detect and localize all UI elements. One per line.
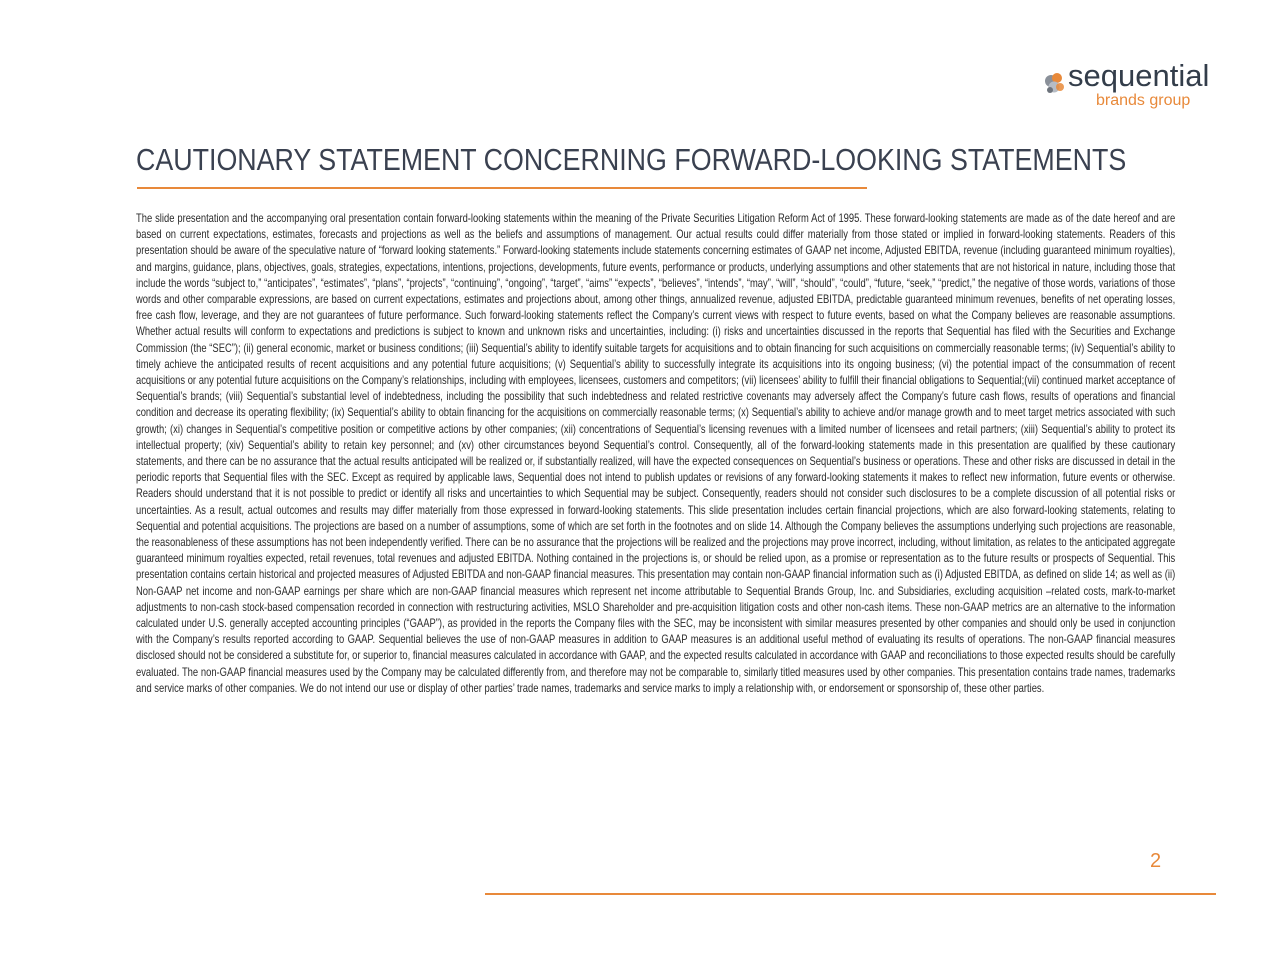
- logo-tagline: brands group: [1096, 92, 1191, 109]
- disclaimer-text: The slide presentation and the accompanying oral presentation contain forward-looking statements within the meaning of the Private Securities Litigation Reform Act of 1995. These forward-looking statements are made as of the date hereof and are based on current expectations, estimates, forecasts and projections as well as the beliefs and assumptions of management. Our actual results could differ materially from those stated or implied in forward-looking statements. Readers of this presentation should be aware of the speculative nature of “forward looking statements.” Forward-looking statements include statements concerning estimates of GAAP net income, Adjusted EBITDA, revenue (including guaranteed minimum royalties), and margins, guidance, plans, objectives, goals, strategies, expectations, intentions, projections, developments, future events, performance or products, underlying assumptions and other statements that are not historical in nature, including those that include the words “subject to,” “anticipates”, “estimates”, “plans”, “projects”, “continuing”, “ongoing”, “target”, “aims” “expects”, “believes”, “intends”, “may”, “will”, “should”, “could”, “future, “seek,” “predict,” the negative of those words, variations of those words and other comparable expressions, are based on current expectations, estimates and projections about, among other things, annualized revenue, adjusted EBITDA, predictable guaranteed minimum revenues, benefits of net operating losses, free cash flow, leverage, and they are not guarantees of future performance. Such forward-looking statements reflect the Company’s current views with respect to future events, based on what the Company believes are reasonable assumptions. Whether actual results will conform to expectations and predictions is subject to known and unknown risks and uncertainties, including: (i) risks and uncertainties discussed in the reports that Sequential has filed with the Securities and Exchange Commission (the “SEC”); (ii) general economic, market or business conditions; (iii) Sequential’s ability to identify suitable targets for acquisitions and to obtain financing for such acquisitions on commercially reasonable terms; (iv) Sequential’s ability to timely achieve the anticipated results of recent acquisitions and any potential future acquisitions; (v) Sequential’s ability to successfully integrate its acquisitions into its ongoing business; (vi) the potential impact of the consummation of recent acquisitions or any potential future acquisitions on the Company’s relationships, including with employees, licensees, customers and competitors; (vii) licensees’ ability to fulfill their financial obligations to Sequential;(vii) continued market acceptance of Sequential’s brands; (viii) Sequential’s substantial level of indebtedness, including the possibility that such indebtedness and related restrictive covenants may adversely affect the Company’s future cash flows, results of operations and financial condition and decrease its operating flexibility; (ix) Sequential’s ability to obtain financing for the acquisitions on commercially reasonable terms; (x) Sequential’s ability to achieve and/or manage growth and to meet target metrics associated with such growth; (xi) changes in Sequential’s competitive position or competitive actions by other companies; (xii) concentrations of Sequential’s licensing revenues with a limited number of licensees and retail partners; (xiii) Sequential’s ability to protect its intellectual property; (xiv) Sequential’s ability to retain key personnel; and (xv) other circumstances beyond Sequential’s control. Consequently, all of the forward-looking statements made in this presentation are qualified by these cautionary statements, and there can be no assurance that the actual results anticipated will be realized or, if substantially realized, will have the expected consequences on Sequential’s business or operations. These and other risks are discussed in detail in the periodic reports that Sequential files with the SEC. Except as required by applicable laws, Sequential does not intend to publish updates or revisions of any forward-looking statements it makes to reflect new information, future events or otherwise. Readers should understand that it is not possible to predict or identify all risks and uncertainties to which Sequential may be subject. Consequently, readers should not consider such disclosures to be a complete discussion of all potential risks or uncertainties. As a result, actual outcomes and results may differ materially from those expressed in forward-looking statements. This slide presentation includes certain financial projections, which are also forward-looking statements, relating to Sequential and potential acquisitions. The projections are based on a number of assumptions, some of which are set forth in the footnotes and on slide 14. Although the Company believes the assumptions underlying such projections are reasonable, the reasonableness of these assumptions has not been independently verified. There can be no assurance that the projections will be realized and the projections may prove incorrect, including, without limitation, as relates to the anticipated aggregate guaranteed minimum royalties expected, retail revenues, total revenues and adjusted EBITDA. Nothing contained in the projections is, or should be relied upon, as a promise or representation as to the future results or prospects of Sequential. This presentation contains certain historical and projected measures of Adjusted EBITDA and non-GAAP financial measures. This presentation may contain non-GAAP financial information such as (i) Adjusted EBITDA, as defined on slide 14; as well as (ii) Non-GAAP net income and non-GAAP earnings per share which are non-GAAP financial measures which represent net income attributable to Sequential Brands Group, Inc. and Subsidiaries, excluding acquisition –related costs, mark-to-market adjustments to non-cash stock-based compensation recorded in connection with restructuring activities, MSLO Shareholder and pre-acquisition litigation costs and other non-cash items. These non-GAAP metrics are an alternative to the information calculated under U.S. generally accepted accounting principles (“GAAP”), as provided in the reports the Company files with the SEC, may be inconsistent with similar measures presented by other companies and should only be used in conjunction with the Company’s results reported according to GAAP. Sequential believes the use of non-GAAP measures in addition to GAAP measures is an additional useful method of evaluating its results of operations. The non-GAAP financial measures disclosed should not be considered a substitute for, or superior to, financial measures calculated in accordance with GAAP, and the expected results calculated in accordance with GAAP and reconciliations to those expected results should be carefully evaluated. The non-GAAP financial measures used by the Company may be calculated differently from, and therefore may not be comparable to, similarly titled measures used by other companies. This presentation contains trade names, trademarks and service marks of other companies. We do not intend our use or display of other parties’ trade names, trademarks and service marks to imply a relationship with, or endorsement or sponsorship of, these other parties.: [136, 212, 1176, 695]
- disclaimer-body: [136, 211, 1176, 851]
- page-title: CAUTIONARY STATEMENT CONCERNING FORWARD-LOOKING STATEMENTS: [136, 142, 1127, 177]
- sequential-logo-icon: [1042, 70, 1068, 96]
- page-number: 2: [1150, 850, 1162, 872]
- company-logo: [1042, 58, 1232, 112]
- footer-rule: [485, 893, 1216, 895]
- title-underline: [137, 187, 867, 189]
- logo-wordmark: sequential: [1068, 58, 1210, 93]
